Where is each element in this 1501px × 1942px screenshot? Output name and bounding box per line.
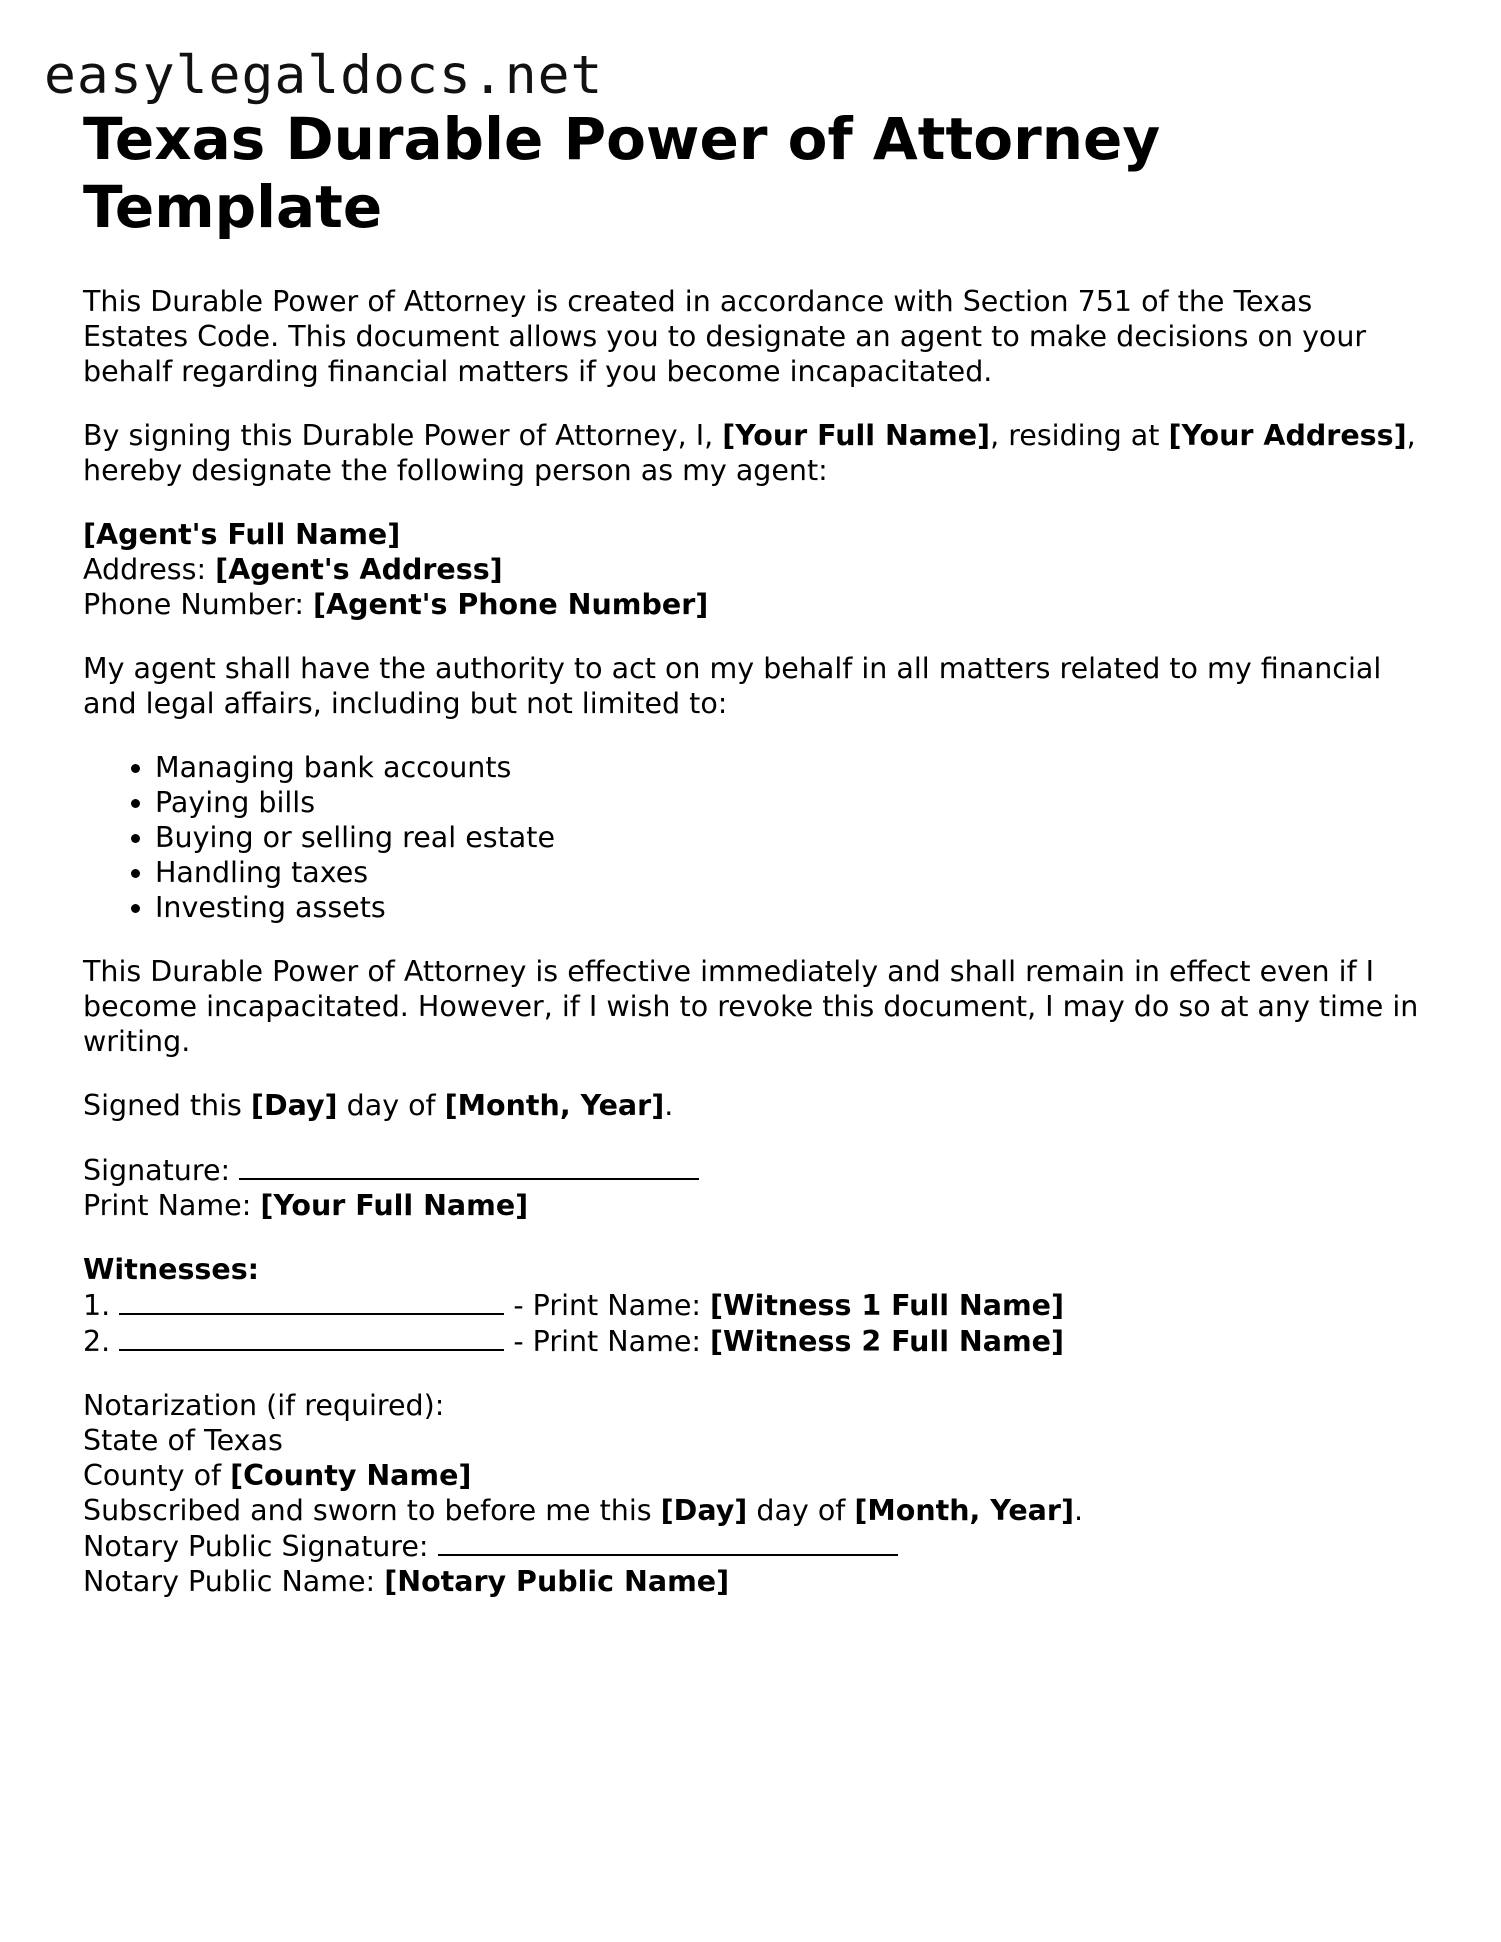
notary-state: State of Texas	[83, 1424, 283, 1457]
document-body	[83, 105, 1423, 1628]
notary-name-placeholder: [Notary Public Name]	[384, 1565, 730, 1598]
notary-month-year-placeholder: [Month, Year]	[854, 1494, 1074, 1527]
intro-paragraph: This Durable Power of Attorney is created in accordance with Section 751 of the Texas Estates Code. This document allows you to designate an agent to make decisions on your behalf regarding financial matters if you become incapacitated.	[83, 285, 1367, 388]
witness-line-2	[83, 1323, 1423, 1359]
agent-phone-label: Phone Number:	[83, 588, 313, 621]
notary-sworn-suffix: .	[1073, 1494, 1084, 1527]
notary-signature-line	[83, 1528, 1423, 1564]
powers-list	[83, 750, 1423, 925]
list-item: • Investing assets	[155, 890, 1423, 925]
agent-address-line	[83, 552, 1423, 587]
notary-name-label: Notary Public Name:	[83, 1565, 385, 1598]
signature-label: Signature:	[83, 1154, 240, 1187]
document-title: Texas Durable Power of Attorney Template	[83, 105, 1161, 241]
notary-sworn-mid: day of	[747, 1494, 855, 1527]
list-item: • Managing bank accounts	[155, 750, 1423, 785]
notary-day-placeholder: [Day]	[660, 1494, 748, 1527]
signed-prefix: Signed this	[83, 1089, 251, 1122]
agent-block	[83, 517, 1423, 622]
site-watermark: easylegaldocs.net	[44, 45, 604, 106]
notary-signature-field[interactable]	[438, 1528, 898, 1556]
signed-day-placeholder: [Day]	[250, 1089, 338, 1122]
signature-field[interactable]	[239, 1152, 699, 1180]
designation-prefix: By signing this Durable Power of Attorney, I,	[83, 419, 723, 452]
witness-line-1	[83, 1287, 1423, 1323]
designation-mid: , residing at	[990, 419, 1169, 452]
witness-print-label: - Print Name:	[504, 1289, 711, 1322]
witness-number: 2.	[83, 1325, 120, 1358]
signature-line	[83, 1152, 1423, 1188]
print-name-line	[83, 1188, 1423, 1223]
signed-month-year-placeholder: [Month, Year]	[444, 1089, 665, 1122]
designation-suffix: , hereby designate the following person as my agent:	[83, 419, 1416, 487]
witnesses-block	[83, 1252, 1423, 1359]
notary-county-label: County of	[83, 1459, 231, 1492]
agent-name-placeholder: [Agent's Full Name]	[83, 518, 401, 551]
notary-name-line	[83, 1564, 1423, 1599]
notary-block	[83, 1388, 1423, 1599]
agent-phone-line	[83, 587, 1423, 622]
agent-address-placeholder: [Agent's Address]	[215, 553, 503, 586]
agent-phone-placeholder: [Agent's Phone Number]	[313, 588, 709, 621]
notary-sworn-prefix: Subscribed and sworn to before me this	[83, 1494, 661, 1527]
notary-signature-label: Notary Public Signature:	[83, 1530, 438, 1563]
list-item: • Handling taxes	[155, 855, 1423, 890]
signed-date-line	[83, 1088, 1423, 1123]
witness-1-name-placeholder: [Witness 1 Full Name]	[710, 1289, 1065, 1322]
signed-mid: day of	[337, 1089, 445, 1122]
principal-name-placeholder: [Your Full Name]	[722, 419, 991, 452]
list-item: • Buying or selling real estate	[155, 820, 1423, 855]
print-name-placeholder: [Your Full Name]	[260, 1189, 529, 1222]
notary-county-line	[83, 1458, 1423, 1493]
witness-print-label: - Print Name:	[504, 1325, 711, 1358]
principal-address-placeholder: [Your Address]	[1168, 419, 1407, 452]
effective-paragraph: This Durable Power of Attorney is effective immediately and shall remain in effect even if I become incapacitated. However, if I wish to revoke this document, I may do so at any time in writing.	[83, 955, 1419, 1058]
witness-2-signature-field[interactable]	[119, 1323, 504, 1351]
county-name-placeholder: [County Name]	[230, 1459, 472, 1492]
list-item: • Paying bills	[155, 785, 1423, 820]
signed-suffix: .	[664, 1089, 674, 1122]
witness-1-signature-field[interactable]	[119, 1287, 504, 1315]
witnesses-heading: Witnesses:	[83, 1253, 260, 1286]
witness-2-name-placeholder: [Witness 2 Full Name]	[710, 1325, 1065, 1358]
signature-block	[83, 1152, 1423, 1223]
agent-address-label: Address:	[83, 553, 216, 586]
designation-paragraph	[83, 418, 1423, 488]
notary-sworn-line	[83, 1493, 1423, 1528]
witness-number: 1.	[83, 1289, 120, 1322]
notary-heading: Notarization (if required):	[83, 1389, 445, 1422]
authority-intro: My agent shall have the authority to act on my behalf in all matters related to my financial and legal affairs, including but not limited to:	[83, 652, 1382, 720]
print-name-label: Print Name:	[83, 1189, 261, 1222]
